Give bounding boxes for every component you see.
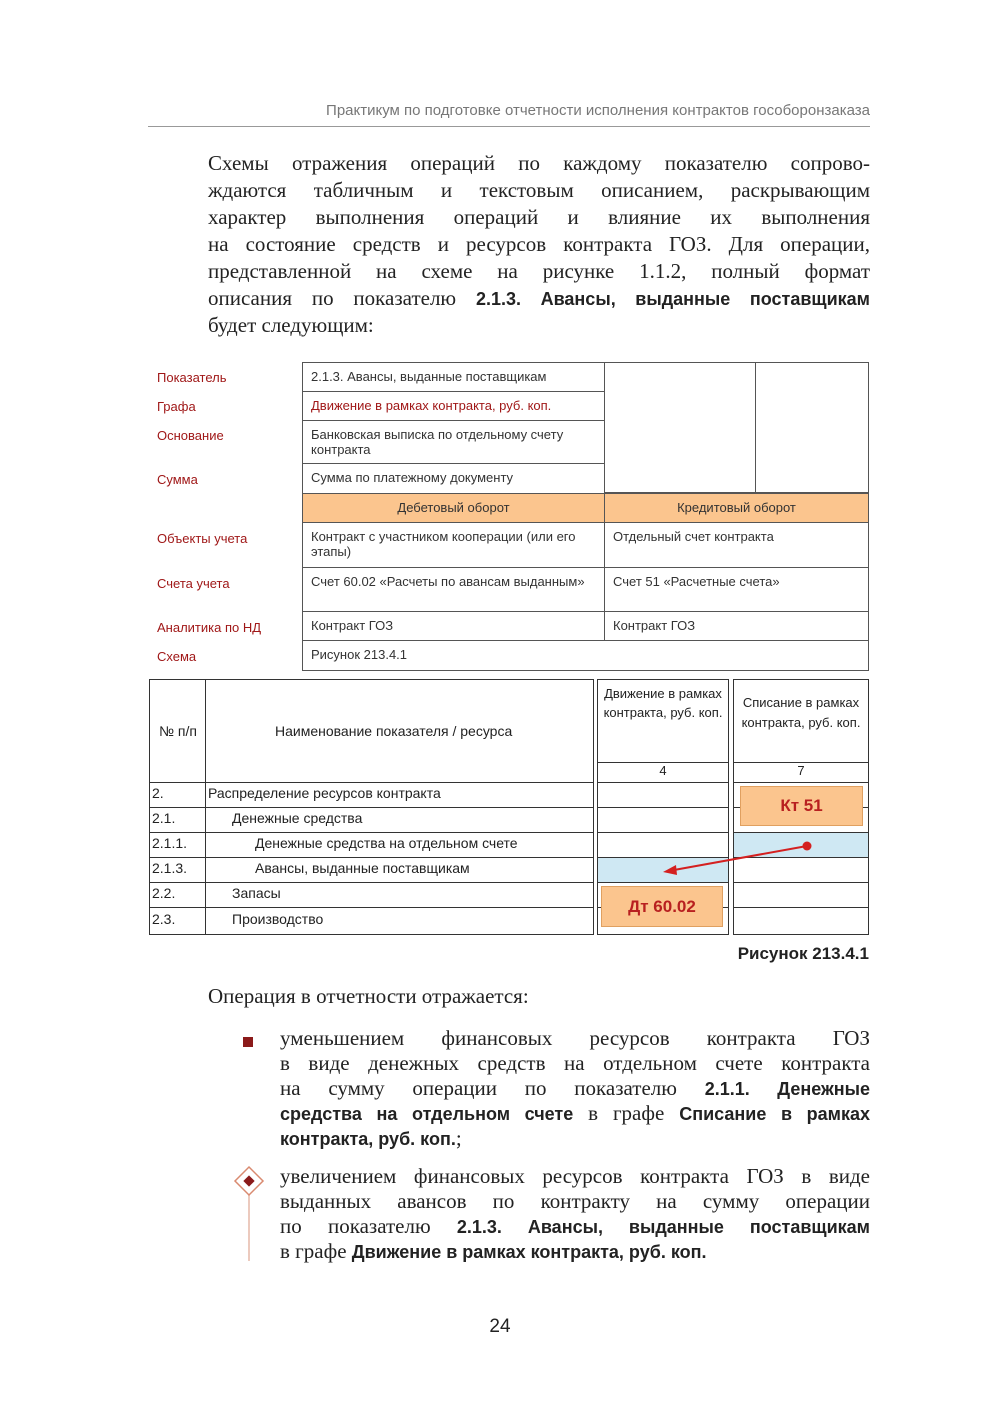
text-line: в графе Движение в рамках контракта, руб. коп. (280, 1239, 707, 1263)
running-header: Практикум по подготовке отчетности исполнения контрактов гособоронзаказа (326, 102, 870, 119)
bullet-item (280, 1026, 870, 1151)
bullet-square-icon (243, 1037, 253, 1047)
row-name: Производство (232, 911, 324, 927)
analytics-debit: Контракт ГОЗ (302, 611, 605, 641)
header-num: № п/п (159, 723, 197, 739)
text-line: на сумму операции по показателю 2.1.1. Денежные (280, 1076, 870, 1100)
col-number-7: 7 (733, 762, 869, 783)
label-accounts: Счета учета (157, 576, 230, 591)
bullet-item (280, 1164, 870, 1264)
text-line: контракта, руб. коп.; (280, 1126, 462, 1150)
debit-header: Дебетовый оборот (302, 493, 605, 523)
intro-paragraph (208, 150, 870, 339)
label-basis: Основание (157, 428, 224, 443)
header-write: Списание в рамках контракта, руб. коп. (741, 695, 861, 730)
figure-caption: Рисунок 213.4.1 (737, 944, 869, 963)
text-line: выданных авансов по контракту на сумму операции (280, 1189, 870, 1213)
text-line: в виде денежных средств на отдельном счете контракта (280, 1051, 870, 1075)
row-name: Авансы, выданные поставщикам (255, 860, 470, 876)
label-column: Графа (157, 399, 196, 414)
accounts-credit: Счет 51 «Расчетные счета» (604, 567, 869, 612)
row-name: Запасы (232, 885, 281, 901)
label-objects: Объекты учета (157, 531, 248, 546)
scheme-value: Рисунок 213.4.1 (302, 640, 869, 671)
row-name: Денежные средства (232, 810, 363, 826)
indicator-value: 2.1.3. Авансы, выданные поставщикам (302, 362, 605, 392)
row-name: Распределение ресурсов контракта (208, 785, 441, 801)
text-line: будет следующим: (208, 313, 374, 337)
label-sum: Сумма (157, 472, 198, 487)
header-rule (148, 126, 870, 127)
text-line: на состояние средств и ресурсов контракта ГОЗ. Для операции, (208, 232, 870, 256)
text-line: средства на отдельном счете в графе Списание в рамках (280, 1101, 871, 1125)
credit-51-badge: Кт 51 (740, 786, 863, 826)
objects-debit: Контракт с участником кооперации (или его этапы) (302, 522, 605, 568)
resources-table (149, 679, 869, 935)
indicator-reference: 2.1.3. Авансы, выданные поставщикам (475, 289, 870, 309)
debit-6002-badge: Дт 60.02 (601, 886, 723, 927)
accounts-debit: Счет 60.02 «Расчеты по авансам выданным» (302, 567, 605, 612)
row-num: 2.1. (152, 810, 176, 826)
text-line: Схемы отражения операций по каждому показателю сопрово- (208, 151, 870, 175)
row-num: 2.2. (152, 885, 176, 901)
analytics-credit: Контракт ГОЗ (604, 611, 869, 641)
sum-value: Сумма по платежному документу (302, 463, 605, 494)
page-number: 24 (489, 1316, 511, 1337)
row-num: 2.1.3. (152, 860, 188, 876)
row-num: 2. (152, 785, 164, 801)
credit-header: Кредитовый оборот (604, 493, 869, 523)
label-indicator: Показатель (157, 370, 227, 385)
row-num: 2.1.1. (152, 835, 188, 851)
text-line: по показателю 2.1.3. Авансы, выданные поставщикам (280, 1214, 870, 1238)
text-line: представленной на схеме на рисунке 1.1.2, полный формат (208, 259, 870, 283)
row-num: 2.3. (152, 911, 176, 927)
header-name: Наименование показателя / ресурса (275, 723, 513, 739)
col-number-4: 4 (597, 762, 729, 783)
label-analytics: Аналитика по НД (157, 620, 262, 635)
right-frame (604, 362, 869, 493)
row-name: Денежные средства на отдельном счете (255, 835, 518, 851)
diamond-bullet-icon (232, 1165, 266, 1263)
operation-intro: Операция в отчетности отражается: (208, 984, 529, 1008)
text-line: характер выполнения операций и влияние их выполнения (208, 205, 870, 229)
text-line: ждаются табличным и текстовым описанием, раскрывающим (208, 178, 870, 202)
text-line: описания по показателю 2.1.3. Авансы, выданные поставщикам (208, 286, 870, 310)
operation-description-table (150, 362, 869, 671)
objects-credit: Отдельный счет контракта (604, 522, 869, 568)
column-value: Движение в рамках контракта, руб. коп. (302, 391, 605, 421)
label-scheme: Схема (157, 649, 197, 664)
text-line: увеличением финансовых ресурсов контракта ГОЗ в виде (280, 1164, 870, 1188)
text-line: уменьшением финансовых ресурсов контракта ГОЗ (280, 1026, 870, 1050)
header-move: Движение в рамках контракта, руб. коп. (603, 686, 723, 720)
transfer-arrow (149, 679, 869, 935)
basis-value: Банковская выписка по отдельному счету контракта (302, 420, 605, 464)
